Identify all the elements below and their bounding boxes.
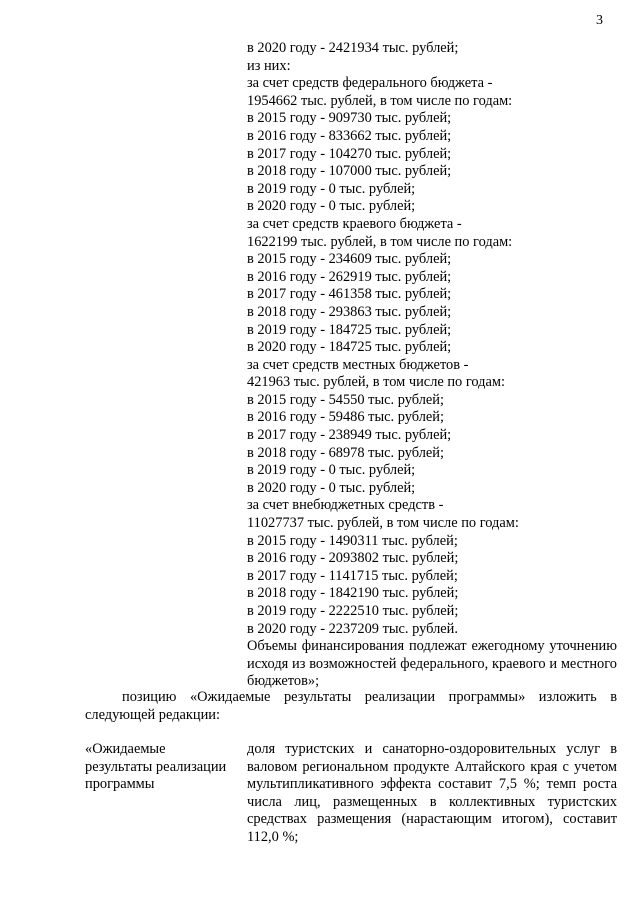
funding-line: за счет средств краевого бюджета - — [247, 215, 462, 232]
funding-line: 11027737 тыс. рублей, в том числе по годам: — [247, 515, 519, 532]
funding-line: в 2018 году - 293863 тыс. рублей; — [247, 303, 452, 320]
funding-line: в 2015 году - 909730 тыс. рублей; — [247, 110, 452, 127]
funding-line: из них: — [247, 57, 291, 74]
funding-line: в 2016 году - 59486 тыс. рублей; — [247, 409, 444, 426]
funding-column — [247, 40, 617, 691]
funding-line: в 2018 году - 107000 тыс. рублей; — [247, 163, 452, 180]
funding-line: за счет средств местных бюджетов - — [247, 356, 469, 373]
funding-line: в 2020 году - 0 тыс. рублей; — [247, 198, 416, 215]
funding-line: в 2019 году - 0 тыс. рублей; — [247, 462, 416, 479]
funding-line: в 2016 году - 2093802 тыс. рублей; — [247, 550, 459, 567]
funding-line: в 2019 году - 184725 тыс. рублей; — [247, 321, 452, 338]
instruction-line-1: позицию «Ожидаемые результаты реализации программы» изложить в — [122, 689, 617, 705]
funding-line: в 2015 году - 54550 тыс. рублей; — [247, 391, 444, 408]
results-text: доля туристских и санаторно-оздоровительных услуг в валовом региональном продукте Алтайского края с учетом мультипликативного эффекта составит 7,5 %; темп роста числа лиц, размещенных в коллективных туристских средствах размещения (нарастающим итогом), составит 112,0 %; — [247, 741, 617, 845]
funding-line: в 2015 году - 234609 тыс. рублей; — [247, 251, 452, 268]
funding-line: в 2020 году - 184725 тыс. рублей; — [247, 339, 452, 356]
page-number: 3 — [596, 13, 603, 28]
funding-line: в 2017 году - 104270 тыс. рублей; — [247, 145, 452, 162]
funding-line: в 2019 году - 2222510 тыс. рублей; — [247, 603, 459, 619]
funding-line: в 2015 году - 1490311 тыс. рублей; — [247, 532, 458, 549]
funding-line: в 2020 году - 2421934 тыс. рублей; — [247, 40, 459, 56]
funding-line: в 2017 году - 461358 тыс. рублей; — [247, 286, 452, 303]
instruction-paragraph — [85, 689, 617, 724]
funding-line: в 2017 году - 1141715 тыс. рублей; — [247, 567, 458, 584]
funding-line: в 2016 году - 262919 тыс. рублей; — [247, 268, 452, 285]
funding-line: за счет средств федерального бюджета - — [247, 75, 493, 92]
funding-line: в 2016 году - 833662 тыс. рублей; — [247, 127, 452, 144]
funding-line: в 2020 году - 2237209 тыс. рублей. — [247, 620, 458, 637]
funding-note: Объемы финансирования подлежат ежегодному уточнению исходя из возможностей федерального, краевого и местного бюджетов»; — [247, 638, 617, 690]
funding-line: 1954662 тыс. рублей, в том числе по годам: — [247, 92, 513, 109]
funding-line: в 2018 году - 68978 тыс. рублей; — [247, 444, 444, 461]
funding-line: 1622199 тыс. рублей, в том числе по годам: — [247, 233, 513, 250]
funding-line: в 2017 году - 238949 тыс. рублей; — [247, 427, 452, 444]
funding-line: за счет внебюджетных средств - — [247, 497, 444, 514]
funding-line: в 2019 году - 0 тыс. рублей; — [247, 180, 416, 197]
funding-line: в 2018 году - 1842190 тыс. рублей; — [247, 585, 459, 602]
results-label: «Ожидаемые результаты реализации программы — [85, 741, 227, 793]
funding-line: 421963 тыс. рублей, в том числе по годам: — [247, 374, 505, 391]
instruction-line-2: следующей редакции: — [85, 706, 220, 723]
funding-line: в 2020 году - 0 тыс. рублей; — [247, 479, 416, 496]
